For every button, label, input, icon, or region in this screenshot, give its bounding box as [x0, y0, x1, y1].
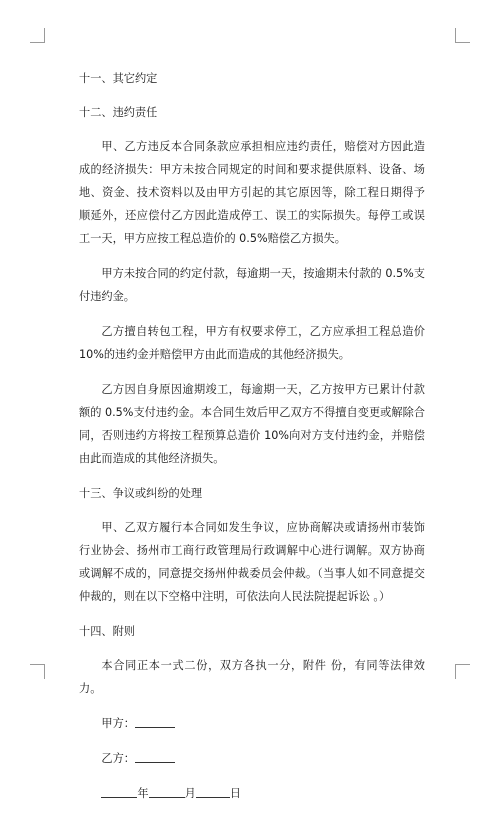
section-12-paragraph-3: 乙方擅自转包工程，甲方有权要求停工，乙方应承担工程总造价 10%的违约金并赔偿甲方由此而造成的其他经济损失。 [79, 325, 425, 361]
section-12-title: 十二、违约责任 [79, 106, 158, 119]
year-blank [101, 785, 137, 798]
party-a-label: 甲方： [101, 717, 135, 730]
crop-mark-bottom-left [30, 664, 45, 679]
section-12-paragraph-4: 乙方因自身原因逾期竣工，每逾期一天，乙方按甲方已累计付款额的 0.5%支付违约金。本合同生效后甲乙双方不得擅自变更或解除合同，否则违约方将按工程预算总造价 10%向对方支付违约金，并赔偿由此而造成的其他经济损失。 [79, 383, 425, 465]
party-a-blank [135, 715, 175, 728]
section-14-title: 十四、附则 [79, 625, 135, 638]
document-page [79, 67, 425, 817]
party-a-signature-line [79, 712, 425, 735]
party-b-blank [135, 750, 175, 763]
section-13-paragraph-1: 甲、乙双方履行本合同如发生争议，应协商解决或请扬州市装饰行业协会、扬州市工商行政管理局行政调解中心进行调解。双方协商或调解不成的，同意提交扬州仲裁委员会仲裁。（当事人如不同意提交仲裁的，则在以下空格中注明，可依法向人民法院提起诉讼 。） [79, 521, 425, 603]
year-label: 年 [137, 787, 149, 800]
section-12-paragraph-1: 甲、乙方违反本合同条款应承担相应违约责任，赔偿对方因此造成的经济损失：甲方未按合同规定的时间和要求提供原料、设备、场地、资金、技术资料以及由甲方引起的其它原因等，除工程日期得予顺延外，还应偿付乙方因此造成停工、误工的实际损失。每停工或误工一天，甲方应按工程总造价的 0.5%赔偿乙方损失。 [79, 140, 425, 245]
section-12-paragraph-2: 甲方未按合同的约定付款，每逾期一天，按逾期未付款的 0.5%支付违约金。 [79, 267, 425, 303]
section-13-title: 十三、争议或纠纷的处理 [79, 487, 203, 500]
party-b-signature-line [79, 747, 425, 770]
party-b-label: 乙方： [101, 752, 135, 765]
day-blank [196, 785, 230, 798]
date-line [79, 782, 425, 805]
day-label: 日 [229, 787, 241, 800]
crop-mark-top-left [30, 28, 45, 43]
crop-mark-bottom-right [455, 664, 470, 679]
section-11-title: 十一、其它约定 [79, 72, 158, 85]
crop-mark-top-right [455, 28, 470, 43]
section-14-paragraph-1: 本合同正本一式二份，双方各执一分，附件 份，有同等法律效力。 [79, 659, 425, 695]
month-label: 月 [184, 787, 196, 800]
month-blank [149, 785, 185, 798]
